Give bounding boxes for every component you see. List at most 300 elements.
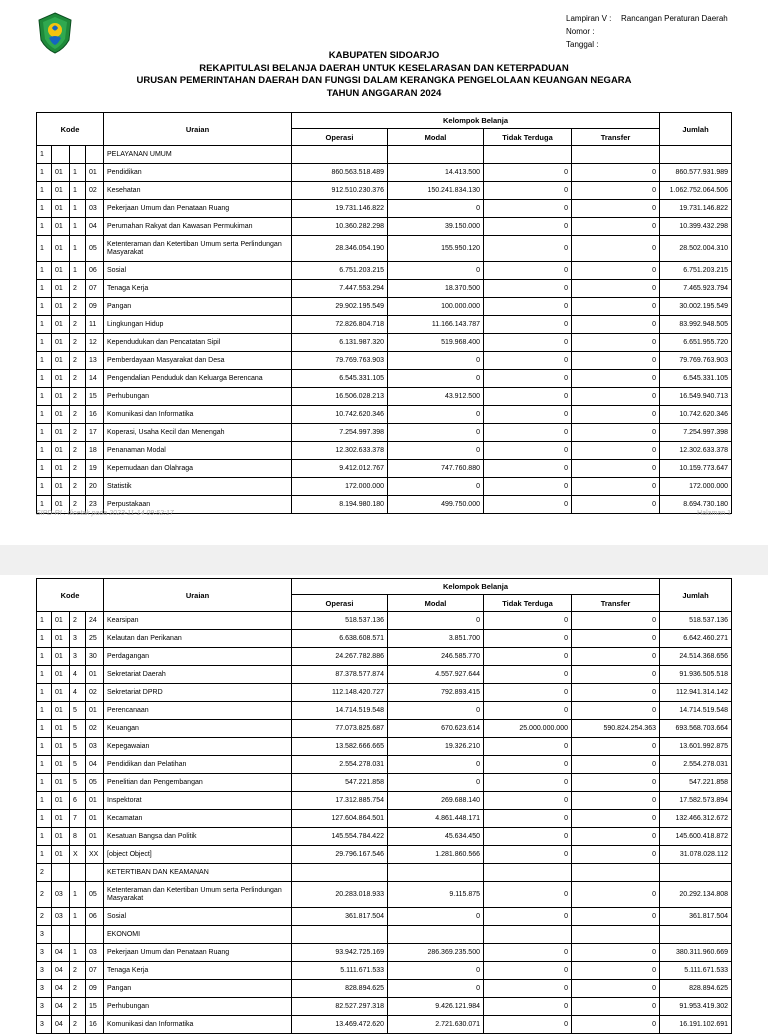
uraian-cell: Keuangan [104, 720, 292, 738]
kode-urusan: 1 [37, 666, 52, 684]
table-row [37, 702, 732, 720]
kode-sub: 1 [70, 164, 86, 182]
tidak-terduga-cell: 0 [484, 442, 572, 460]
kode-unit: XX [86, 846, 104, 864]
modal-cell: 0 [388, 370, 484, 388]
operasi-cell: 28.346.054.190 [292, 236, 388, 262]
operasi-cell: 912.510.230.376 [292, 182, 388, 200]
kode-urusan: 1 [37, 262, 52, 280]
uraian-cell: Komunikasi dan Informatika [104, 406, 292, 424]
table-row [37, 460, 732, 478]
kode-sub: 1 [70, 200, 86, 218]
kode-urusan: 1 [37, 612, 52, 630]
table-row [37, 200, 732, 218]
modal-cell: 0 [388, 200, 484, 218]
kode-bidang: 01 [52, 200, 70, 218]
uraian-cell: Pekerjaan Umum dan Penataan Ruang [104, 200, 292, 218]
header-jumlah: Jumlah [660, 579, 732, 612]
kode-sub: 1 [70, 236, 86, 262]
modal-cell [388, 926, 484, 944]
kode-bidang: 01 [52, 496, 70, 514]
jumlah-cell: 91.936.505.518 [660, 666, 732, 684]
tidak-terduga-cell: 0 [484, 280, 572, 298]
uraian-cell: Perpustakaan [104, 496, 292, 514]
kode-unit [86, 926, 104, 944]
transfer-cell: 0 [572, 316, 660, 334]
kode-unit: 04 [86, 756, 104, 774]
tidak-terduga-cell: 0 [484, 630, 572, 648]
modal-cell: 2.721.630.071 [388, 1016, 484, 1034]
table-row [37, 962, 732, 980]
transfer-cell: 0 [572, 496, 660, 514]
tidak-terduga-cell: 0 [484, 612, 572, 630]
operasi-cell: 518.537.136 [292, 612, 388, 630]
operasi-cell: 24.267.782.886 [292, 648, 388, 666]
kode-bidang [52, 926, 70, 944]
operasi-cell: 8.194.980.180 [292, 496, 388, 514]
kode-sub: 2 [70, 980, 86, 998]
operasi-cell: 87.378.577.874 [292, 666, 388, 684]
kode-bidang: 01 [52, 334, 70, 352]
operasi-cell: 112.148.420.727 [292, 684, 388, 702]
jumlah-cell: 17.582.573.894 [660, 792, 732, 810]
kode-urusan: 1 [37, 406, 52, 424]
kode-urusan: 1 [37, 810, 52, 828]
jumlah-cell: 19.731.146.822 [660, 200, 732, 218]
table-body [37, 146, 732, 514]
uraian-cell: Tenaga Kerja [104, 962, 292, 980]
kode-sub: 2 [70, 998, 86, 1016]
jumlah-cell: 361.817.504 [660, 908, 732, 926]
kode-sub [70, 146, 86, 164]
modal-cell: 1.281.860.566 [388, 846, 484, 864]
operasi-cell: 13.469.472.620 [292, 1016, 388, 1034]
header-uraian: Uraian [104, 113, 292, 146]
table-row [37, 882, 732, 908]
transfer-cell: 0 [572, 424, 660, 442]
kode-bidang: 01 [52, 792, 70, 810]
operasi-cell: 20.283.018.933 [292, 882, 388, 908]
modal-cell [388, 864, 484, 882]
operasi-cell: 13.582.666.665 [292, 738, 388, 756]
tidak-terduga-cell: 0 [484, 702, 572, 720]
kode-unit [86, 146, 104, 164]
operasi-cell: 10.742.620.346 [292, 406, 388, 424]
kode-bidang: 01 [52, 774, 70, 792]
jumlah-cell: 860.577.931.989 [660, 164, 732, 182]
kode-unit: 16 [86, 406, 104, 424]
modal-cell: 9.426.121.984 [388, 998, 484, 1016]
operasi-cell: 2.554.278.031 [292, 756, 388, 774]
kode-urusan: 1 [37, 702, 52, 720]
transfer-cell: 0 [572, 1016, 660, 1034]
kode-urusan: 1 [37, 774, 52, 792]
modal-cell: 14.413.500 [388, 164, 484, 182]
jumlah-cell: 6.651.955.720 [660, 334, 732, 352]
kode-unit [86, 864, 104, 882]
modal-cell: 670.623.614 [388, 720, 484, 738]
jumlah-cell [660, 146, 732, 164]
kode-sub: 1 [70, 908, 86, 926]
kode-urusan: 1 [37, 388, 52, 406]
jumlah-cell: 12.302.633.378 [660, 442, 732, 460]
operasi-cell: 12.302.633.378 [292, 442, 388, 460]
table-row [37, 236, 732, 262]
uraian-cell: Kepegawaian [104, 738, 292, 756]
transfer-cell [572, 146, 660, 164]
kode-urusan: 2 [37, 882, 52, 908]
tidak-terduga-cell: 0 [484, 218, 572, 236]
kode-urusan: 1 [37, 218, 52, 236]
kode-unit: 01 [86, 828, 104, 846]
kode-unit: 16 [86, 1016, 104, 1034]
modal-cell: 45.634.450 [388, 828, 484, 846]
tidak-terduga-cell: 0 [484, 944, 572, 962]
jumlah-cell: 132.466.312.672 [660, 810, 732, 828]
kode-bidang: 01 [52, 846, 70, 864]
kode-urusan: 2 [37, 908, 52, 926]
table-row [37, 998, 732, 1016]
uraian-cell: Pangan [104, 298, 292, 316]
tidak-terduga-cell: 0 [484, 998, 572, 1016]
kode-unit: 01 [86, 810, 104, 828]
uraian-cell: Inspektorat [104, 792, 292, 810]
transfer-cell: 0 [572, 200, 660, 218]
uraian-cell: Statistik [104, 478, 292, 496]
transfer-cell: 0 [572, 352, 660, 370]
uraian-cell: Perhubungan [104, 388, 292, 406]
modal-cell: 0 [388, 406, 484, 424]
operasi-cell: 77.073.825.687 [292, 720, 388, 738]
table-row [37, 612, 732, 630]
table-row [37, 774, 732, 792]
kode-bidang: 01 [52, 280, 70, 298]
modal-cell: 155.950.120 [388, 236, 484, 262]
table-body [37, 612, 732, 1034]
tidak-terduga-cell: 0 [484, 980, 572, 998]
operasi-cell: 29.902.195.549 [292, 298, 388, 316]
modal-cell: 9.115.875 [388, 882, 484, 908]
kode-unit: 23 [86, 496, 104, 514]
transfer-cell: 0 [572, 882, 660, 908]
uraian-cell: Sekretariat DPRD [104, 684, 292, 702]
tidak-terduga-cell: 0 [484, 352, 572, 370]
uraian-cell: Kepemudaan dan Olahraga [104, 460, 292, 478]
operasi-cell: 29.796.167.546 [292, 846, 388, 864]
kode-urusan: 1 [37, 648, 52, 666]
uraian-cell: Pekerjaan Umum dan Penataan Ruang [104, 944, 292, 962]
jumlah-cell: 518.537.136 [660, 612, 732, 630]
transfer-cell: 590.824.254.363 [572, 720, 660, 738]
kode-unit: 15 [86, 998, 104, 1016]
kode-urusan: 1 [37, 756, 52, 774]
uraian-cell: Sosial [104, 908, 292, 926]
kode-unit: 02 [86, 720, 104, 738]
kode-urusan: 1 [37, 370, 52, 388]
kode-urusan: 1 [37, 684, 52, 702]
kode-urusan: 1 [37, 298, 52, 316]
header-modal: Modal [388, 595, 484, 612]
table-row [37, 164, 732, 182]
operasi-cell: 19.731.146.822 [292, 200, 388, 218]
uraian-cell: Perencanaan [104, 702, 292, 720]
tidak-terduga-cell: 0 [484, 1016, 572, 1034]
kode-unit: 18 [86, 442, 104, 460]
kode-sub: 2 [70, 442, 86, 460]
table-row [37, 980, 732, 998]
uraian-cell: KETERTIBAN DAN KEAMANAN [104, 864, 292, 882]
jumlah-cell: 24.514.368.656 [660, 648, 732, 666]
kode-sub: 5 [70, 738, 86, 756]
uraian-cell: Perumahan Rakyat dan Kawasan Permukiman [104, 218, 292, 236]
tidak-terduga-cell: 0 [484, 792, 572, 810]
tidak-terduga-cell: 0 [484, 236, 572, 262]
jumlah-cell: 8.694.730.180 [660, 496, 732, 514]
kode-bidang: 04 [52, 1016, 70, 1034]
transfer-cell: 0 [572, 702, 660, 720]
uraian-cell: Perhubungan [104, 998, 292, 1016]
kode-urusan: 1 [37, 280, 52, 298]
modal-cell: 0 [388, 980, 484, 998]
title-line: TAHUN ANGGARAN 2024 [326, 87, 442, 99]
tidak-terduga-cell: 0 [484, 424, 572, 442]
kode-bidang: 01 [52, 666, 70, 684]
tidak-terduga-cell: 0 [484, 756, 572, 774]
kode-bidang: 04 [52, 944, 70, 962]
kode-sub: 8 [70, 828, 86, 846]
tidak-terduga-cell: 0 [484, 774, 572, 792]
kode-sub: 4 [70, 666, 86, 684]
operasi-cell: 72.826.804.718 [292, 316, 388, 334]
modal-cell: 269.688.140 [388, 792, 484, 810]
modal-cell: 246.585.770 [388, 648, 484, 666]
kode-unit: 11 [86, 316, 104, 334]
transfer-cell: 0 [572, 810, 660, 828]
transfer-cell: 0 [572, 334, 660, 352]
kode-sub: 1 [70, 944, 86, 962]
kode-bidang: 01 [52, 612, 70, 630]
tidak-terduga-cell: 0 [484, 738, 572, 756]
transfer-cell: 0 [572, 460, 660, 478]
kode-unit: 01 [86, 792, 104, 810]
jumlah-cell: 31.078.028.112 [660, 846, 732, 864]
kode-unit: 05 [86, 882, 104, 908]
transfer-cell: 0 [572, 648, 660, 666]
transfer-cell: 0 [572, 962, 660, 980]
modal-cell: 0 [388, 352, 484, 370]
jumlah-cell: 5.111.671.533 [660, 962, 732, 980]
header-uraian: Uraian [104, 579, 292, 612]
jumlah-cell [660, 864, 732, 882]
kode-unit: 03 [86, 738, 104, 756]
transfer-cell: 0 [572, 630, 660, 648]
operasi-cell: 5.111.671.533 [292, 962, 388, 980]
operasi-cell: 7.254.997.398 [292, 424, 388, 442]
modal-cell: 0 [388, 774, 484, 792]
operasi-cell: 127.604.864.501 [292, 810, 388, 828]
kode-sub: 5 [70, 702, 86, 720]
page-number: Halaman 1 [697, 510, 731, 517]
transfer-cell: 0 [572, 666, 660, 684]
jumlah-cell: 172.000.000 [660, 478, 732, 496]
jumlah-cell: 6.642.460.271 [660, 630, 732, 648]
jumlah-cell: 547.221.858 [660, 774, 732, 792]
transfer-cell: 0 [572, 828, 660, 846]
kode-sub: 2 [70, 388, 86, 406]
table-row [37, 926, 732, 944]
kode-bidang: 01 [52, 298, 70, 316]
modal-cell: 19.326.210 [388, 738, 484, 756]
kode-bidang: 01 [52, 648, 70, 666]
lampiran-label: Lampiran V : [566, 14, 612, 23]
title-line: KABUPATEN SIDOARJO [328, 50, 440, 61]
kode-bidang: 04 [52, 998, 70, 1016]
uraian-cell: Pangan [104, 980, 292, 998]
kode-sub: 1 [70, 218, 86, 236]
table-row [37, 442, 732, 460]
table-row [37, 828, 732, 846]
kode-sub: 4 [70, 684, 86, 702]
nomor-label: Nomor : [566, 27, 595, 36]
print-timestamp: SIPD-RI : dicetak pada 2023-11-14 09:52:17 [36, 510, 174, 517]
transfer-cell: 0 [572, 218, 660, 236]
modal-cell: 39.150.000 [388, 218, 484, 236]
table-row [37, 370, 732, 388]
kode-bidang: 01 [52, 810, 70, 828]
tidak-terduga-cell: 0 [484, 262, 572, 280]
table-row [37, 738, 732, 756]
kode-urusan: 1 [37, 496, 52, 514]
kode-bidang: 01 [52, 738, 70, 756]
table-row [37, 864, 732, 882]
jumlah-cell: 79.769.763.903 [660, 352, 732, 370]
tidak-terduga-cell: 0 [484, 334, 572, 352]
modal-cell: 0 [388, 612, 484, 630]
document-title [0, 50, 768, 100]
kode-unit: 05 [86, 774, 104, 792]
jumlah-cell: 91.953.419.302 [660, 998, 732, 1016]
table-row [37, 908, 732, 926]
table-row [37, 720, 732, 738]
operasi-cell: 6.638.608.571 [292, 630, 388, 648]
transfer-cell: 0 [572, 792, 660, 810]
kode-bidang: 01 [52, 702, 70, 720]
transfer-cell: 0 [572, 236, 660, 262]
jumlah-cell: 30.002.195.549 [660, 298, 732, 316]
tidak-terduga-cell [484, 926, 572, 944]
tidak-terduga-cell: 0 [484, 496, 572, 514]
document-page-2 [0, 575, 768, 1028]
table-row [37, 298, 732, 316]
transfer-cell: 0 [572, 406, 660, 424]
lampiran-block [566, 12, 728, 51]
kode-unit: 02 [86, 684, 104, 702]
tidak-terduga-cell [484, 864, 572, 882]
operasi-cell: 16.506.028.213 [292, 388, 388, 406]
tidak-terduga-cell: 0 [484, 666, 572, 684]
kode-unit: 06 [86, 908, 104, 926]
jumlah-cell: 14.714.519.548 [660, 702, 732, 720]
uraian-cell: Kependudukan dan Pencatatan Sipil [104, 334, 292, 352]
kode-bidang: 04 [52, 980, 70, 998]
kode-sub: 3 [70, 648, 86, 666]
header-modal: Modal [388, 129, 484, 146]
uraian-cell: Ketenteraman dan Ketertiban Umum serta Perlindungan Masyarakat [104, 882, 292, 908]
modal-cell: 0 [388, 442, 484, 460]
uraian-cell: Lingkungan Hidup [104, 316, 292, 334]
lampiran-value: Rancangan Peraturan Daerah [621, 14, 728, 23]
uraian-cell: [object Object] [104, 846, 292, 864]
tidak-terduga-cell: 0 [484, 684, 572, 702]
kode-sub: 2 [70, 1016, 86, 1034]
title-line: URUSAN PEMERINTAHAN DAERAH DAN FUNGSI DALAM KERANGKA PENGELOLAAN KEUANGAN NEGARA [136, 75, 632, 86]
kode-unit: 13 [86, 352, 104, 370]
table-row [37, 478, 732, 496]
uraian-cell: Kesehatan [104, 182, 292, 200]
uraian-cell: Pengendalian Penduduk dan Keluarga Berencana [104, 370, 292, 388]
jumlah-cell: 83.992.948.505 [660, 316, 732, 334]
transfer-cell [572, 864, 660, 882]
transfer-cell: 0 [572, 262, 660, 280]
kode-bidang [52, 864, 70, 882]
kode-urusan: 1 [37, 442, 52, 460]
jumlah-cell: 112.941.314.142 [660, 684, 732, 702]
jumlah-cell: 7.465.923.794 [660, 280, 732, 298]
rekap-table-page-2 [36, 578, 732, 1034]
uraian-cell: Ketenteraman dan Ketertiban Umum serta Perlindungan Masyarakat [104, 236, 292, 262]
operasi-cell [292, 864, 388, 882]
table-row [37, 262, 732, 280]
table-row [37, 182, 732, 200]
modal-cell: 0 [388, 908, 484, 926]
kode-unit: 01 [86, 666, 104, 684]
jumlah-cell [660, 926, 732, 944]
kode-urusan: 1 [37, 164, 52, 182]
rekap-table-page-1 [36, 112, 732, 514]
kode-sub: 2 [70, 280, 86, 298]
operasi-cell: 93.942.725.169 [292, 944, 388, 962]
transfer-cell: 0 [572, 774, 660, 792]
jumlah-cell: 20.292.134.808 [660, 882, 732, 908]
kode-unit: 30 [86, 648, 104, 666]
tidak-terduga-cell: 0 [484, 908, 572, 926]
uraian-cell: Sosial [104, 262, 292, 280]
uraian-cell: Pemberdayaan Masyarakat dan Desa [104, 352, 292, 370]
kode-sub: 2 [70, 478, 86, 496]
header-transfer: Transfer [572, 595, 660, 612]
uraian-cell: Pendidikan [104, 164, 292, 182]
transfer-cell: 0 [572, 908, 660, 926]
uraian-cell: Komunikasi dan Informatika [104, 1016, 292, 1034]
kode-bidang: 01 [52, 370, 70, 388]
kode-sub: 2 [70, 424, 86, 442]
uraian-cell: Koperasi, Usaha Kecil dan Menengah [104, 424, 292, 442]
operasi-cell: 79.769.763.903 [292, 352, 388, 370]
kode-sub [70, 926, 86, 944]
jumlah-cell: 10.159.773.647 [660, 460, 732, 478]
kode-unit: 14 [86, 370, 104, 388]
table-row [37, 684, 732, 702]
jumlah-cell: 1.062.752.064.506 [660, 182, 732, 200]
kode-sub: 2 [70, 460, 86, 478]
header-tidak-terduga: Tidak Terduga [484, 595, 572, 612]
kode-unit: 24 [86, 612, 104, 630]
tidak-terduga-cell: 0 [484, 846, 572, 864]
operasi-cell: 828.894.625 [292, 980, 388, 998]
modal-cell: 0 [388, 478, 484, 496]
operasi-cell: 82.527.297.318 [292, 998, 388, 1016]
kode-urusan: 3 [37, 962, 52, 980]
